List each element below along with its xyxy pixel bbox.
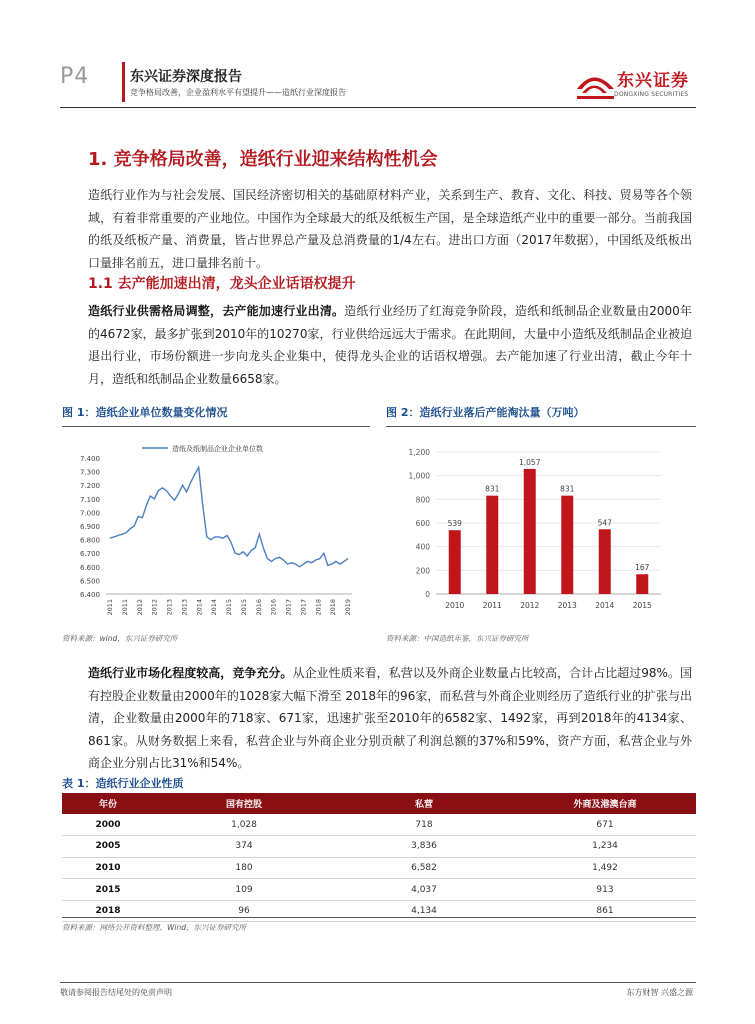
legend-label: 造纸及纸制品企业企业单位数 (172, 445, 263, 453)
brand-name-cn: 东兴证券 (617, 71, 689, 91)
cell-foreign: 1,234 (514, 836, 696, 858)
y-tick-label: 6.700 (79, 550, 100, 559)
bar (599, 529, 611, 594)
figure-1-source: 资料来源：wind，东兴证券研究所 (62, 634, 178, 643)
cell-year: 2018 (62, 900, 154, 922)
bar (524, 469, 536, 594)
table-row (62, 836, 696, 858)
y-tick-label: 6.900 (79, 523, 100, 531)
x-tick-label: 2015 (632, 601, 652, 610)
section-1-paragraph: 造纸行业作为与社会发展、国民经济密切相关的基础原材料产业，关系到生产、教育、文化、科技、贸易等各个领域，有着非常重要的产业地位。中国作为全球最大的纸及纸板生产国，是全球造纸产业中的重要一部分。当前我国的纸及纸板产量、消费量，皆占世界总产量及总消费量的1/4左右。进出口方面（2017年数据），中国纸及纸板出口量排名前五，进口量排名前十。 (88, 188, 692, 270)
cell-state: 180 (154, 857, 334, 879)
footer-slogan: 东方财智 兴盛之源 (626, 988, 693, 997)
y-tick-label: 400 (415, 542, 430, 552)
report-subtitle: 竞争格局改善，企业盈利水平有望提升——造纸行业深度报告 (130, 88, 346, 97)
bar-value-label: 167 (635, 563, 650, 573)
para-body: 造纸行业经历了红海竞争阶段，造纸和纸制品企业数量由2000年的4672家，最多扩张到2010年的10270家，行业供给远远大于需求。在此期间，大量中小造纸及纸制品企业被迫退出行业，市场份额进一步向龙头企业集中，使得龙头企业的话语权增强。去产能加速了行业出清，截止今年十月，造纸和纸制品企业数量6658家。 (88, 304, 692, 386)
y-tick-label: 0 (425, 590, 430, 599)
chart-background (386, 430, 696, 630)
cell-private: 718 (334, 814, 514, 836)
table-row (62, 879, 696, 901)
y-tick-label: 6.600 (79, 563, 100, 572)
x-tick-label: 2013 (557, 601, 577, 610)
ownership-paragraph (88, 662, 692, 775)
y-tick-label: 7.000 (79, 509, 100, 518)
x-tick-label: 2014 (595, 601, 615, 610)
para-lead: 造纸行业供需格局调整，去产能加速行业出清。 (88, 304, 345, 318)
x-tick-label: 2016 (254, 599, 263, 616)
y-tick-label: 1,200 (408, 448, 430, 457)
col-header-foreign: 外商及港澳台商 (514, 793, 696, 814)
y-tick-label: 1,000 (408, 471, 430, 481)
cell-year: 2005 (62, 836, 154, 858)
bar (486, 496, 498, 594)
cell-foreign: 1,492 (514, 857, 696, 879)
x-tick-label: 2011 (106, 599, 114, 616)
cell-foreign: 913 (514, 879, 696, 901)
cell-year: 2000 (62, 814, 154, 836)
table-header-row (62, 793, 696, 814)
cell-foreign: 671 (514, 814, 696, 836)
col-header-private: 私营 (334, 793, 514, 814)
y-tick-label: 7.100 (79, 495, 100, 504)
section-1-1-paragraph (88, 300, 692, 390)
bar (449, 530, 461, 594)
x-tick-label: 2015 (225, 599, 233, 616)
capacity-elimination-bar-chart (386, 430, 696, 630)
bar-value-label: 831 (560, 484, 575, 494)
bar-value-label: 1,057 (519, 457, 541, 467)
table-bottom-rule (62, 917, 696, 918)
cell-private: 4,134 (334, 900, 514, 922)
header-accent-bar (122, 62, 125, 102)
x-tick-label: 2015 (239, 599, 248, 616)
cell-private: 6,582 (334, 857, 514, 879)
col-header-state: 国有控股 (154, 793, 334, 814)
x-tick-label: 2011 (120, 599, 129, 616)
x-tick-label: 2012 (520, 601, 540, 610)
y-tick-label: 6.500 (79, 577, 100, 586)
figure-2-title: 图 2：造纸行业落后产能淘汰量（万吨） (386, 406, 585, 419)
cell-state: 1,028 (154, 814, 334, 836)
y-tick-label: 200 (415, 566, 430, 576)
figure-2-rule (386, 426, 696, 427)
bar (636, 574, 648, 594)
x-tick-label: 2017 (299, 599, 308, 616)
footer-divider (60, 982, 696, 983)
col-header-year: 年份 (62, 793, 154, 814)
page-number: P4 (60, 64, 90, 89)
cell-state: 109 (154, 879, 334, 901)
cell-state: 374 (154, 836, 334, 858)
table-1-title: 表 1：造纸行业企业性质 (62, 777, 184, 790)
bar-value-label: 539 (447, 519, 462, 529)
footer-disclaimer: 敬请参阅报告结尾处的免责声明 (60, 988, 172, 997)
cell-private: 4,037 (334, 879, 514, 901)
brand-name-en: DONGXING SECURITIES (614, 91, 689, 98)
header-divider (60, 107, 696, 108)
x-tick-label: 2013 (180, 599, 189, 616)
y-tick-label: 6.800 (79, 536, 100, 545)
y-tick-label: 6.400 (79, 591, 100, 599)
y-tick-label: 600 (415, 519, 430, 528)
bar (561, 496, 573, 594)
section-1-1-heading: 1.1 去产能加速出清，龙头企业话语权提升 (88, 276, 356, 292)
x-tick-label: 2018 (329, 599, 338, 616)
x-tick-label: 2019 (344, 599, 352, 616)
table-1-source: 资料来源：网络公开资料整理、Wind、东兴证券研究所 (62, 923, 247, 932)
table-row (62, 900, 696, 922)
enterprise-count-line-chart (62, 430, 370, 630)
x-tick-label: 2012 (150, 599, 159, 616)
y-tick-label: 7.400 (79, 455, 100, 463)
x-tick-label: 2014 (210, 599, 219, 616)
x-tick-label: 2014 (195, 599, 204, 616)
table-row (62, 857, 696, 879)
y-tick-label: 800 (415, 495, 430, 505)
para-lead: 造纸行业市场化程度较高，竞争充分。 (88, 666, 293, 680)
x-tick-label: 2018 (314, 599, 323, 616)
para-body: 从企业性质来看，私营以及外商企业数量占比较高，合计占比超过98%。国有控股企业数量由2000年的1028家大幅下滑至 2018年的96家，而私营与外商企业则经历了造纸行业的扩张与出清，企业数量由2000年的718家、671家，迅速扩张至2010年的6582家、1492家，再到2018年的4134家、861家。从财务数据上来看，私营企业与外商企业分别贡献了利润总额的37%和59%，资产方面，私营企业与外商企业分别占比31%和54%。 (88, 666, 692, 771)
section-1-heading: 1. 竞争格局改善，造纸行业迎来结构性机会 (88, 149, 438, 170)
x-tick-label: 2012 (135, 599, 144, 616)
ownership-table (62, 793, 696, 922)
figure-1-rule (62, 426, 370, 427)
cell-year: 2015 (62, 879, 154, 901)
cell-foreign: 861 (514, 900, 696, 922)
cell-private: 3,836 (334, 836, 514, 858)
table-row (62, 814, 696, 836)
y-tick-label: 7.200 (79, 482, 100, 491)
cell-year: 2010 (62, 857, 154, 879)
bar-value-label: 547 (597, 518, 612, 528)
figure-1-title: 图 1：造纸企业单位数量变化情况 (62, 406, 228, 419)
x-tick-label: 2016 (269, 599, 278, 616)
bar-value-label: 831 (485, 484, 500, 494)
cell-state: 96 (154, 900, 334, 922)
figure-2-source: 资料来源：中国造纸年鉴，东兴证券研究所 (386, 634, 529, 643)
y-tick-label: 7.300 (79, 468, 100, 477)
report-type: 东兴证券深度报告 (130, 69, 242, 85)
x-tick-label: 2011 (482, 601, 502, 610)
x-tick-label: 2017 (284, 599, 293, 616)
x-tick-label: 2013 (165, 599, 174, 616)
x-tick-label: 2010 (445, 601, 465, 610)
